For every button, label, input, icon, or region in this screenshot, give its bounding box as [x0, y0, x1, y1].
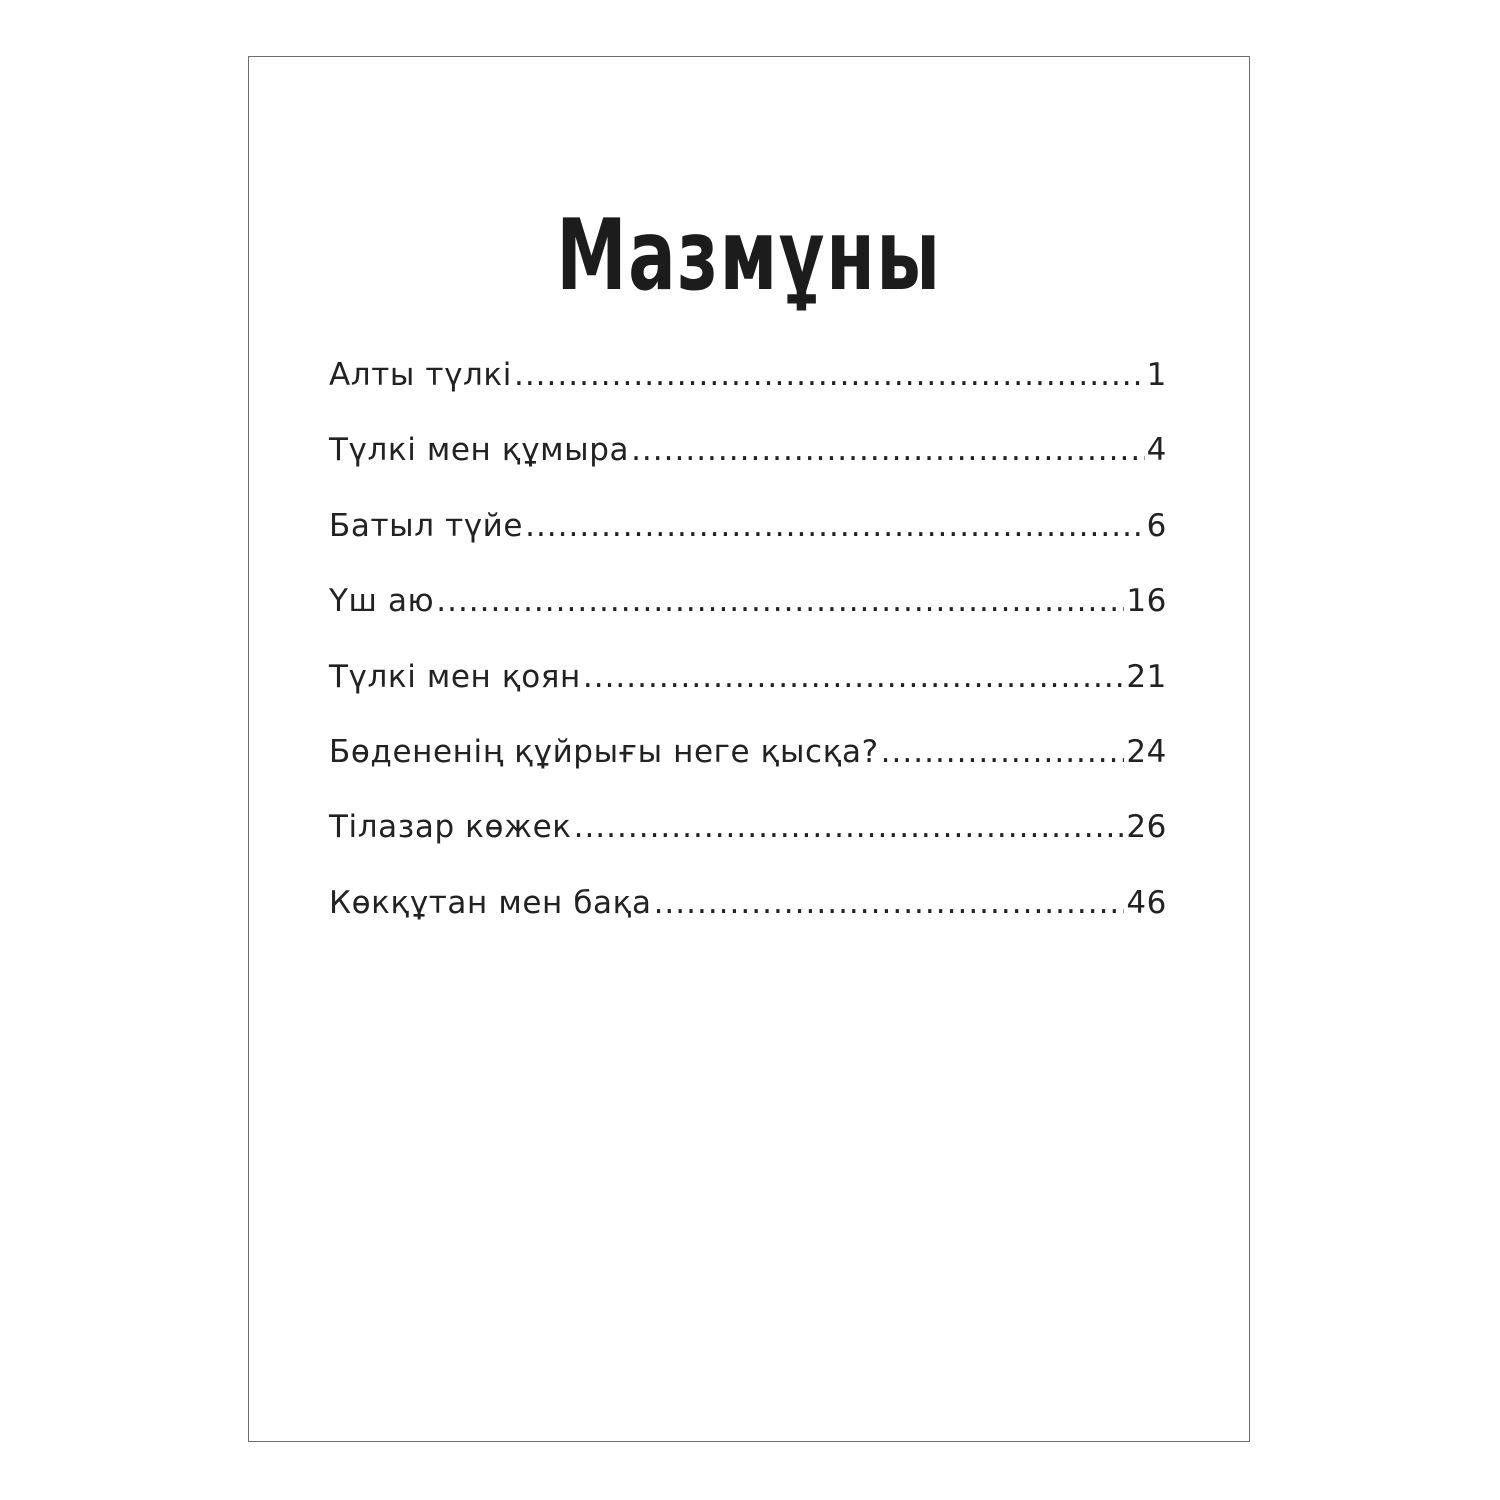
toc-entry-label: Тілазар көжек — [329, 809, 572, 846]
toc-entry-label: Батыл түйе — [329, 507, 524, 544]
dot-leader — [525, 508, 1145, 544]
page-title: Мазмұны — [556, 199, 942, 313]
toc-entry — [329, 659, 1167, 734]
toc-entry-page: 21 — [1126, 658, 1167, 695]
toc-entry-page: 46 — [1126, 884, 1167, 921]
toc-entry-page: 24 — [1126, 733, 1167, 770]
dot-leader — [583, 659, 1124, 695]
dot-leader — [654, 885, 1125, 921]
dot-leader — [631, 432, 1145, 468]
toc-entry-page: 26 — [1126, 809, 1167, 846]
dot-leader — [881, 734, 1125, 770]
toc-entry — [329, 885, 1167, 960]
toc-entry-page: 16 — [1126, 583, 1167, 620]
toc-entry-label: Түлкі мен құмыра — [329, 432, 630, 469]
toc-entry — [329, 357, 1167, 432]
toc-entry — [329, 432, 1167, 507]
dot-leader — [574, 809, 1125, 845]
toc-entry-label: Түлкі мен қоян — [329, 658, 581, 695]
dot-leader — [436, 583, 1124, 619]
toc-entry — [329, 508, 1167, 583]
toc-entry — [329, 583, 1167, 658]
toc-entry-page: 6 — [1146, 507, 1167, 544]
table-of-contents — [329, 357, 1167, 960]
toc-entry — [329, 734, 1167, 809]
toc-entry — [329, 809, 1167, 884]
toc-entry-label: Көкқұтан мен бақа — [329, 884, 652, 921]
dot-leader — [514, 357, 1145, 393]
book-page — [248, 56, 1250, 1442]
toc-entry-label: Алты түлкі — [329, 357, 512, 393]
toc-entry-page: 1 — [1146, 357, 1167, 393]
toc-entry-page: 4 — [1146, 432, 1167, 469]
toc-entry-label: Бөдененің құйрығы неге қысқа? — [329, 733, 879, 770]
toc-entry-label: Үш аю — [329, 583, 435, 620]
